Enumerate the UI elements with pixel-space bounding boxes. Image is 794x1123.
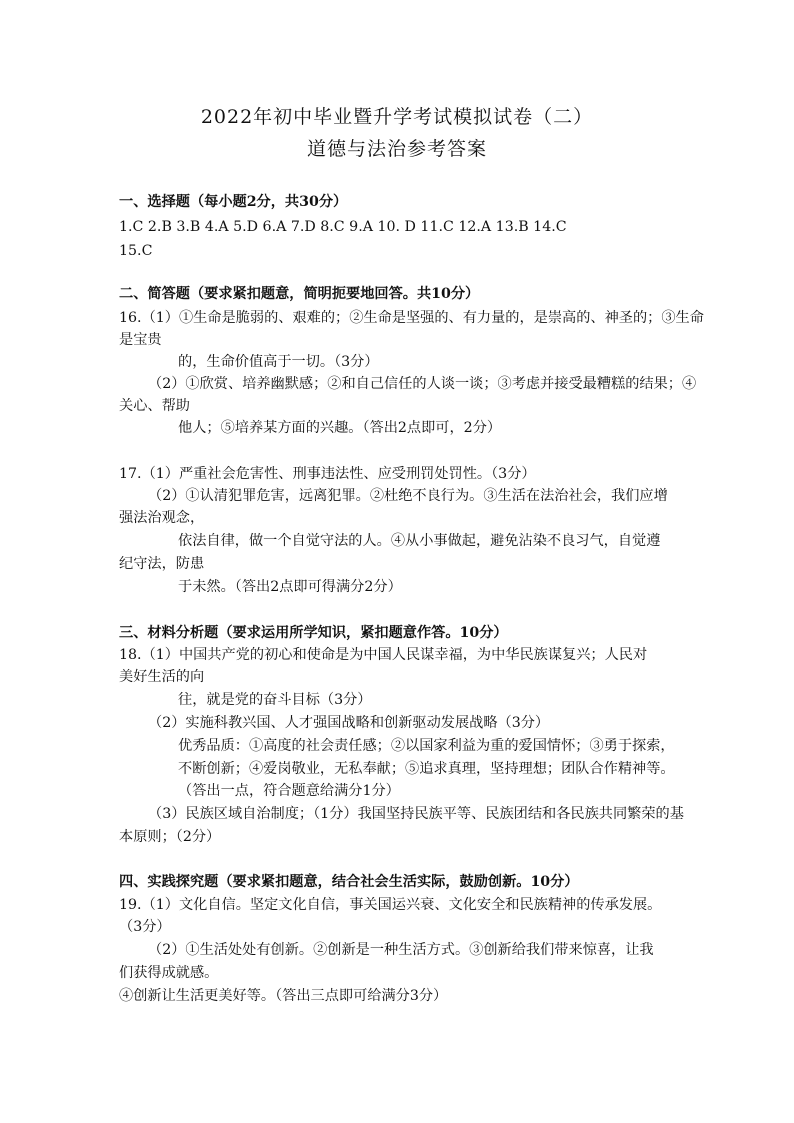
q16-line2: 是宝贵 [119,332,162,348]
exam-title: 2022年初中毕业暨升学考试模拟试卷（二） [200,106,594,128]
q19-line3: （2）①生活处处有创新。②创新是一种生活方式。③创新给我们带来惊喜，让我 [148,942,654,958]
answer-key-title: 道德与法治参考答案 [306,138,487,160]
q17-line6: 于未然。（答出2点即可得满分2分） [178,579,402,595]
q18-line8: （3）民族区域自治制度；（1分）我国坚持民族平等、民族团结和各民族共同繁荣的基 [148,806,684,822]
q16-line4: （2）①欣赏、培养幽默感；②和自己信任的人谈一谈；③考虑并接受最糟糕的结果；④ [148,376,697,392]
q18-line9: 本原则；（2分） [119,829,221,845]
q17-line2: （2）①认清犯罪危害，远离犯罪。②杜绝不良行为。③生活在法治社会，我们应增 [148,488,668,504]
q18-line3: 往，就是党的奋斗目标（3分） [178,692,372,708]
q18-line5: 优秀品质：①高度的社会责任感；②以国家利益为重的爱国情怀；③勇于探索， [178,738,675,754]
q16-line1: 16.（1）①生命是脆弱的、艰难的；②生命是坚强的、有力量的，是崇高的、神圣的；③生命 [119,310,704,326]
q16-line5: 关心、帮助 [119,398,190,414]
q19-line2: （3分） [119,919,171,935]
q16-line6: 他人；⑤培养某方面的兴趣。（答出2点即可，2分） [178,420,502,436]
q18-line2: 美好生活的向 [119,669,205,685]
q17-line1: 17.（1）严重社会危害性、刑事违法性、应受刑罚处罚性。（3分） [119,466,536,482]
section1-heading: 一、选择题（每小题2分，共30分） [119,194,348,210]
q18-line6: 不断创新；④爱岗敬业，无私奉献；⑤追求真理，坚持理想；团队合作精神等。 [178,761,675,777]
q19-line5: ④创新让生活更美好等。（答出三点即可给满分3分） [119,988,448,1004]
q18-line1: 18.（1）中国共产党的初心和使命是为中国人民谋幸福，为中华民族谋复兴；人民对 [119,647,648,663]
q18-line7: （答出一点，符合题意给满分1分） [178,783,400,799]
q18-line4: （2）实施科教兴国、人才强国战略和创新驱动发展战略（3分） [148,715,550,731]
q16-line3: 的，生命价值高于一切。（3分） [178,354,379,370]
mc-answers-line2: 15.C [119,243,153,259]
section4-heading: 四、实践探究题（要求紧扣题意，结合社会生活实际，鼓励创新。10分） [119,874,579,890]
q17-line4: 依法自律，做一个自觉守法的人。④从小事做起，避免沾染不良习气，自觉遵 [178,533,661,549]
q19-line4: 们获得成就感。 [119,965,219,981]
mc-answers-line1: 1.C 2.B 3.B 4.A 5.D 6.A 7.D 8.C 9.A 10. D 11.C 12.A 13.B 14.C [119,219,567,235]
section3-heading: 三、材料分析题（要求运用所学知识，紧扣题意作答。10分） [119,625,508,641]
q17-line5: 纪守法，防患 [119,556,205,572]
q19-line1: 19.（1）文化自信。坚定文化自信，事关国运兴衰、文化安全和民族精神的传承发展。 [119,897,662,913]
section2-heading: 二、简答题（要求紧扣题意，简明扼要地回答。共10分） [119,286,480,302]
q17-line3: 强法治观念， [119,510,205,526]
